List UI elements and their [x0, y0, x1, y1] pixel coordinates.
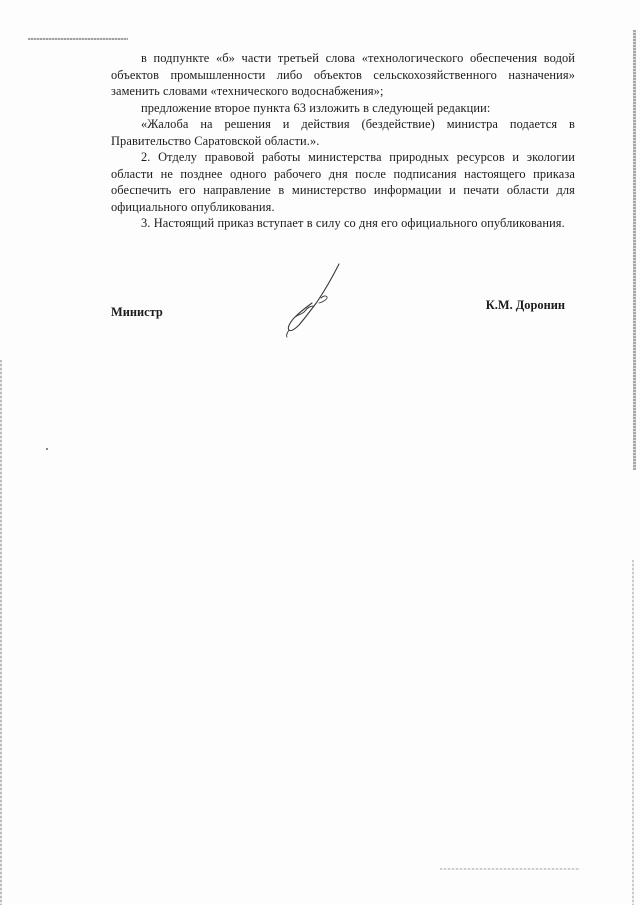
scan-edge-top [28, 38, 128, 40]
handwritten-signature [281, 262, 341, 338]
paragraph-subitem-b: в подпункте «б» части третьей слова «технологического обеспечения водой объектов промышленности либо объектов сельскохозяйственного назначения» заменить словами «технического водоснабжения»; [111, 51, 575, 98]
paragraph-item-3: 3. Настоящий приказ вступает в силу со дня его официального опубликования. [141, 216, 565, 230]
paragraph-item-2: 2. Отделу правовой работы министерства природных ресурсов и экологии области не позднее одного рабочего дня после подписания настоящего приказа обеспечить его направление в министерство информации и печати области для официального опубликования. [111, 150, 575, 214]
signer-title: Министр [111, 305, 163, 319]
paragraph-point-63: предложение второе пункта 63 изложить в следующей редакции: [141, 100, 491, 115]
document-body [111, 50, 575, 232]
scan-edge-right [633, 30, 636, 470]
scan-speck [46, 448, 48, 450]
signature-block [111, 262, 575, 342]
scan-edge-right-lower [632, 560, 634, 905]
scan-edge-left [0, 360, 2, 905]
scan-edge-bottom [440, 868, 580, 870]
signer-name: К.М. Доронин [485, 298, 565, 312]
paragraph-complaint: «Жалоба на решения и действия (бездействие) министра подается в Правительство Саратовской области.». [111, 117, 575, 148]
